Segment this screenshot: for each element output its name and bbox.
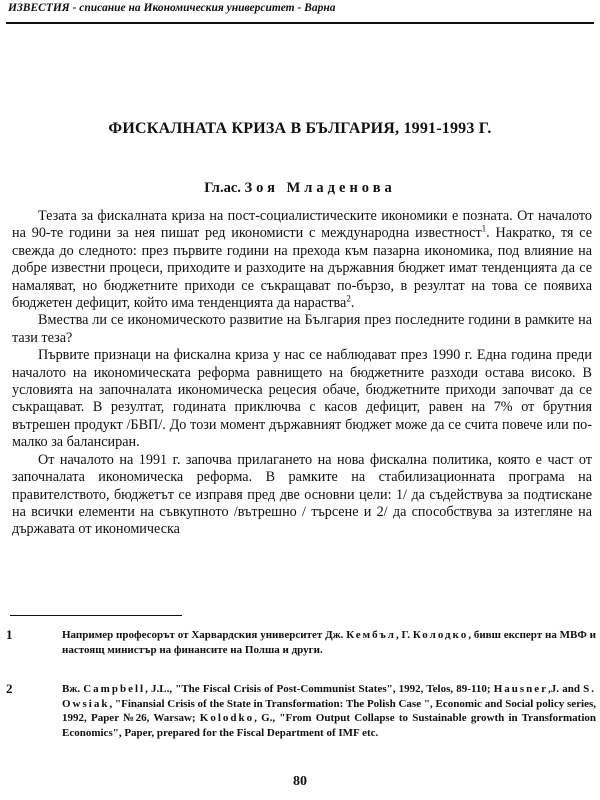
footnote-2-author-owsiak: S. Owsiak — [62, 683, 596, 710]
footnote-2-author-kolodko: Kolodko — [199, 712, 255, 725]
paragraph-1 — [12, 208, 592, 312]
author-line — [0, 180, 600, 197]
running-header: ИЗВЕСТИЯ - списание на Икономическия университет - Варна — [8, 2, 336, 14]
paragraph-3: Първите признаци на фискална криза у нас се наблюдават през 1990 г. Една година преди началото на икономическата реформа равнището на бюджетните разходи остава високо. В условията на започналата икономическа рецесия обаче, бюджетните приходи започват да се съкращават. В резултат, годината приключва с касов дефицит, равен на 7% от брутния вътрешен продукт /БВП/. До този момент държавният бюджет може да се счита повече или по-малко за балансиран. — [12, 347, 592, 451]
author-title: Гл.ас. — [204, 180, 241, 196]
footnote-2-author-campbell: Campbell — [83, 683, 146, 695]
footnote-rule — [10, 615, 182, 616]
footnote-1-part: Например професорът от Харвардския университет Дж. — [62, 629, 347, 641]
footnote-1-number: 1 — [6, 627, 13, 642]
footnote-2-text — [62, 682, 596, 740]
page-number: 80 — [293, 774, 307, 789]
footnote-2 — [6, 682, 596, 740]
footnote-2-part: ,J. and — [548, 683, 584, 695]
paragraph-1-rest: . Накратко, тя се свежда до следното: през първите години на прехода към пазарна икономика, под влияние на добре известни процеси, приходите и разходите на държавния бюджет имат тенденцията да се намаляват, но бюджетните приходи се съкращават по-бързо, в резултат на това се появиха бюджетен дефицит, който има тенденцията да нараства — [12, 225, 592, 312]
footnote-2-part: , G., "From Output Collapse to Sustainable growth in Transformation Economics", Paper, prepared for the Fiscal Department of IMF etc. — [62, 712, 597, 739]
footnote-1-part: , бивш експерт на МВФ и настоящ министър на финансите на Полша и други. — [62, 629, 596, 656]
footnote-2-number: 2 — [6, 681, 13, 696]
article-body — [12, 208, 592, 539]
author-name: Зоя Младенова — [244, 180, 396, 196]
article-title: ФИСКАЛНАТА КРИЗА В БЪЛГАРИЯ, 1991-1993 Г. — [108, 120, 492, 137]
footnote-2-part: Вж. — [62, 683, 84, 695]
header-rule — [6, 22, 594, 24]
paragraph-1-end: . — [350, 295, 355, 312]
footnote-1-author-kolodko: Колодко — [412, 629, 469, 641]
footnote-2-part: , J.L., "The Fiscal Crisis of Post-Communist States", 1992, Telos, 89-110; — [145, 683, 494, 695]
footnote-ref-2: 2 — [346, 293, 351, 304]
paragraph-1-text: Тезата за фискалната криза на пост-социалистическите икономики е позната. От началото на 90-те години за нея пишат ред икономисти с международна известност — [12, 208, 592, 242]
footnote-1 — [6, 628, 596, 657]
paragraph-2: Вмества ли се икономическото развитие на България през последните години в рамките на тази теза? — [12, 312, 592, 346]
footnote-ref-1: 1 — [481, 223, 487, 234]
footnote-1-author-campbell: Кембъл — [346, 629, 396, 641]
footnote-2-part: , "Finansial Crisis of the State in Transformation: The Polish Case ", Economic and Social policy series, 1992, Paper №26, Warsaw; — [62, 697, 596, 725]
footnote-1-text — [62, 628, 596, 657]
footnote-1-part: , Г. — [395, 629, 413, 641]
paragraph-4: От началото на 1991 г. започва прилагането на нова фискална политика, която е част от започналата икономическа реформа. В рамките на стабилизационната програма на правителството, бюджетът се изправя пред две основни цели: 1/ да съдействува за подтискане на всички елементи на съвкупното /вътрешно / търсене и 2/ да способствува за изтегляне на държавата от икономическа — [12, 451, 592, 538]
footnote-2-author-hausner: Hausner — [493, 683, 549, 695]
